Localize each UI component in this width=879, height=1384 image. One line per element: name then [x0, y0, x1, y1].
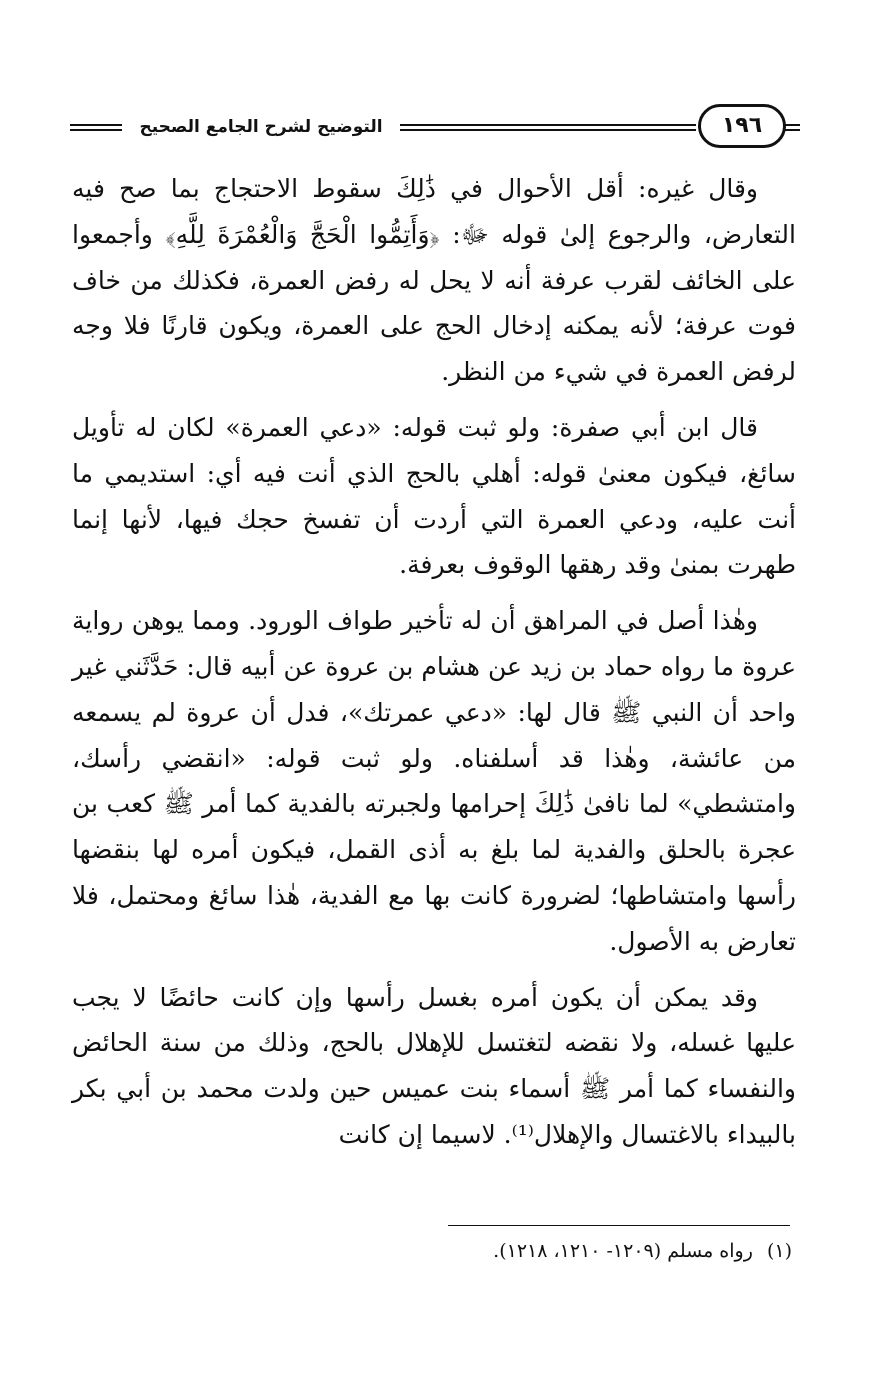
page-number: ١٩٦ — [721, 113, 763, 138]
body-text — [72, 166, 796, 1168]
header-rule-middle — [400, 124, 696, 131]
paragraph-4 — [72, 975, 796, 1158]
paragraph-text: وقد يمكن أن يكون أمره بغسل رأسها وإن كانت حائضًا لا يجب عليها غسله، ولا نقضه لتغتسل للإهلال بالحج، وذلك من سنة الحائض والنفساء كما أمر ﷺ أسماء بنت عميس حين ولدت محمد بن أبي بكر بالبيداء بالاغتسال والإهلال⁽¹⁾. لاسيما إن كانت — [72, 982, 796, 1149]
paragraph-3 — [72, 598, 796, 964]
paragraph-text: وقال غيره: أقل الأحوال في ذَٰلِكَ سقوط الاحتجاج بما صح فيه التعارض، والرجوع إلىٰ قوله ﷻ: ﴿وَأَتِمُّوا الْحَجَّ وَالْعُمْرَةَ لِلَّهِ﴾ وأجمعوا على الخائف لقرب عرفة أنه لا يحل له رفض العمرة، فكذلك من خاف فوت عرفة؛ لأنه يمكنه إدخال الحج على العمرة، ويكون قارنًا فلا وجه لرفض العمرة في شيء من النظر. — [72, 174, 796, 387]
running-title: التوضيح لشرح الجامع الصحيح — [139, 117, 383, 137]
header-rule-left — [70, 124, 122, 131]
paragraph-2 — [72, 405, 796, 588]
footnote-marker: (١) — [766, 1240, 792, 1262]
footnote-text: رواه مسلم (١٢٠٩- ١٢١٠، ١٢١٨). — [493, 1240, 753, 1262]
footnote-separator — [448, 1225, 790, 1226]
header-rule-right — [783, 124, 800, 131]
page-number-frame — [698, 104, 786, 148]
page-header — [70, 100, 800, 154]
paragraph-text: قال ابن أبي صفرة: ولو ثبت قوله: «دعي العمرة» لكان له تأويل سائغ، فيكون معنىٰ قوله: أهلي بالحج الذي أنت فيه أي: استديمي ما أنت عليه، ودعي العمرة التي أردت أن تفسخ حجك فيها، لأنها إنما طهرت بمنىٰ وقد رهقها الوقوف بعرفة. — [72, 412, 796, 580]
paragraph-text: وهٰذا أصل في المراهق أن له تأخير طواف الورود. ومما يوهن رواية عروة ما رواه حماد بن زيد عن هشام بن عروة عن أبيه قال: حَدَّثَني غير واحد أن النبي ﷺ قال لها: «دعي عمرتك»، فدل أن عروة لم يسمعه من عائشة، وهٰذا قد أسلفناه. ولو ثبت قوله: «انقضي رأسك، وامتشطي» لما نافىٰ ذَٰلِكَ إحرامها ولجبرته بالفدية كما أمر ﷺ كعب بن عجرة بالحلق والفدية لما بلغ به أذى القمل، فيكون أمره لها بنقضها رأسها وامتشاطها؛ لضرورة كانت بها مع الفدية، هٰذا سائغ ومحتمل، فلا تعارض به الأصول. — [72, 606, 796, 956]
paragraph-1 — [72, 166, 796, 395]
footnote-1 — [300, 1236, 792, 1266]
